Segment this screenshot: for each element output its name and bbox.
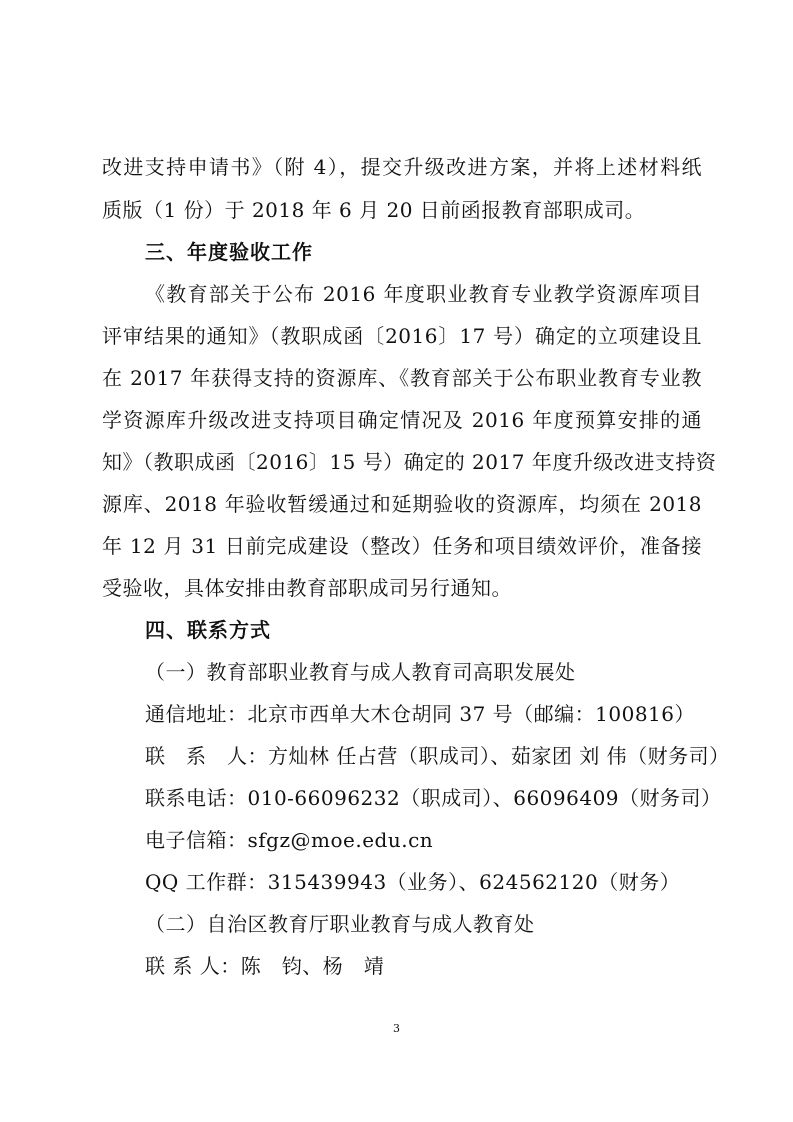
body-line: 评审结果的通知》（教职成函〔2016〕17 号）确定的立项建设且 — [102, 324, 702, 348]
body-line: 质版（1 份）于 2018 年 6 月 20 日前函报教育部职成司。 — [102, 198, 646, 222]
body-line: 受验收，具体安排由教育部职成司另行通知。 — [102, 576, 512, 600]
contact-persons: 联 系 人：方灿林 任占营（职成司）、茹家团 刘 伟（财务司） — [145, 744, 730, 768]
contact-phone: 联系电话：010-66096232（职成司）、66096409（财务司） — [145, 786, 722, 810]
body-line: 源库、2018 年验收暂缓通过和延期验收的资源库，均须在 2018 — [102, 492, 702, 516]
body-line: 学资源库升级改进支持项目确定情况及 2016 年度预算安排的通 — [102, 408, 702, 432]
contact-line: （二）自治区教育厅职业教育与成人教育处 — [145, 912, 535, 936]
body-line: 《教育部关于公布 2016 年度职业教育专业教学资源库项目 — [145, 282, 702, 306]
section-heading: 四、联系方式 — [145, 618, 271, 642]
body-line: 知》（教职成函〔2016〕15 号）确定的 2017 年度升级改进支持资 — [102, 450, 717, 474]
contact-line: （一）教育部职业教育与成人教育司高职发展处 — [145, 660, 576, 684]
body-line: 在 2017 年获得支持的资源库、《教育部关于公布职业教育专业教 — [102, 366, 702, 390]
contact-qq-group: QQ 工作群：315439943（业务）、624562120（财务） — [145, 870, 681, 894]
page-number: 3 — [393, 1022, 400, 1035]
contact-address: 通信地址：北京市西单大木仓胡同 37 号（邮编：100816） — [145, 702, 696, 726]
contact-email: 电子信箱：sfgz@moe.edu.cn — [145, 828, 434, 852]
contact-persons: 联 系 人：陈 钧、杨 靖 — [145, 954, 385, 978]
section-heading: 三、年度验收工作 — [145, 240, 313, 264]
body-line: 年 12 月 31 日前完成建设（整改）任务和项目绩效评价，准备接 — [102, 534, 702, 558]
body-line: 改进支持申请书》（附 4），提交升级改进方案，并将上述材料纸 — [102, 155, 702, 179]
